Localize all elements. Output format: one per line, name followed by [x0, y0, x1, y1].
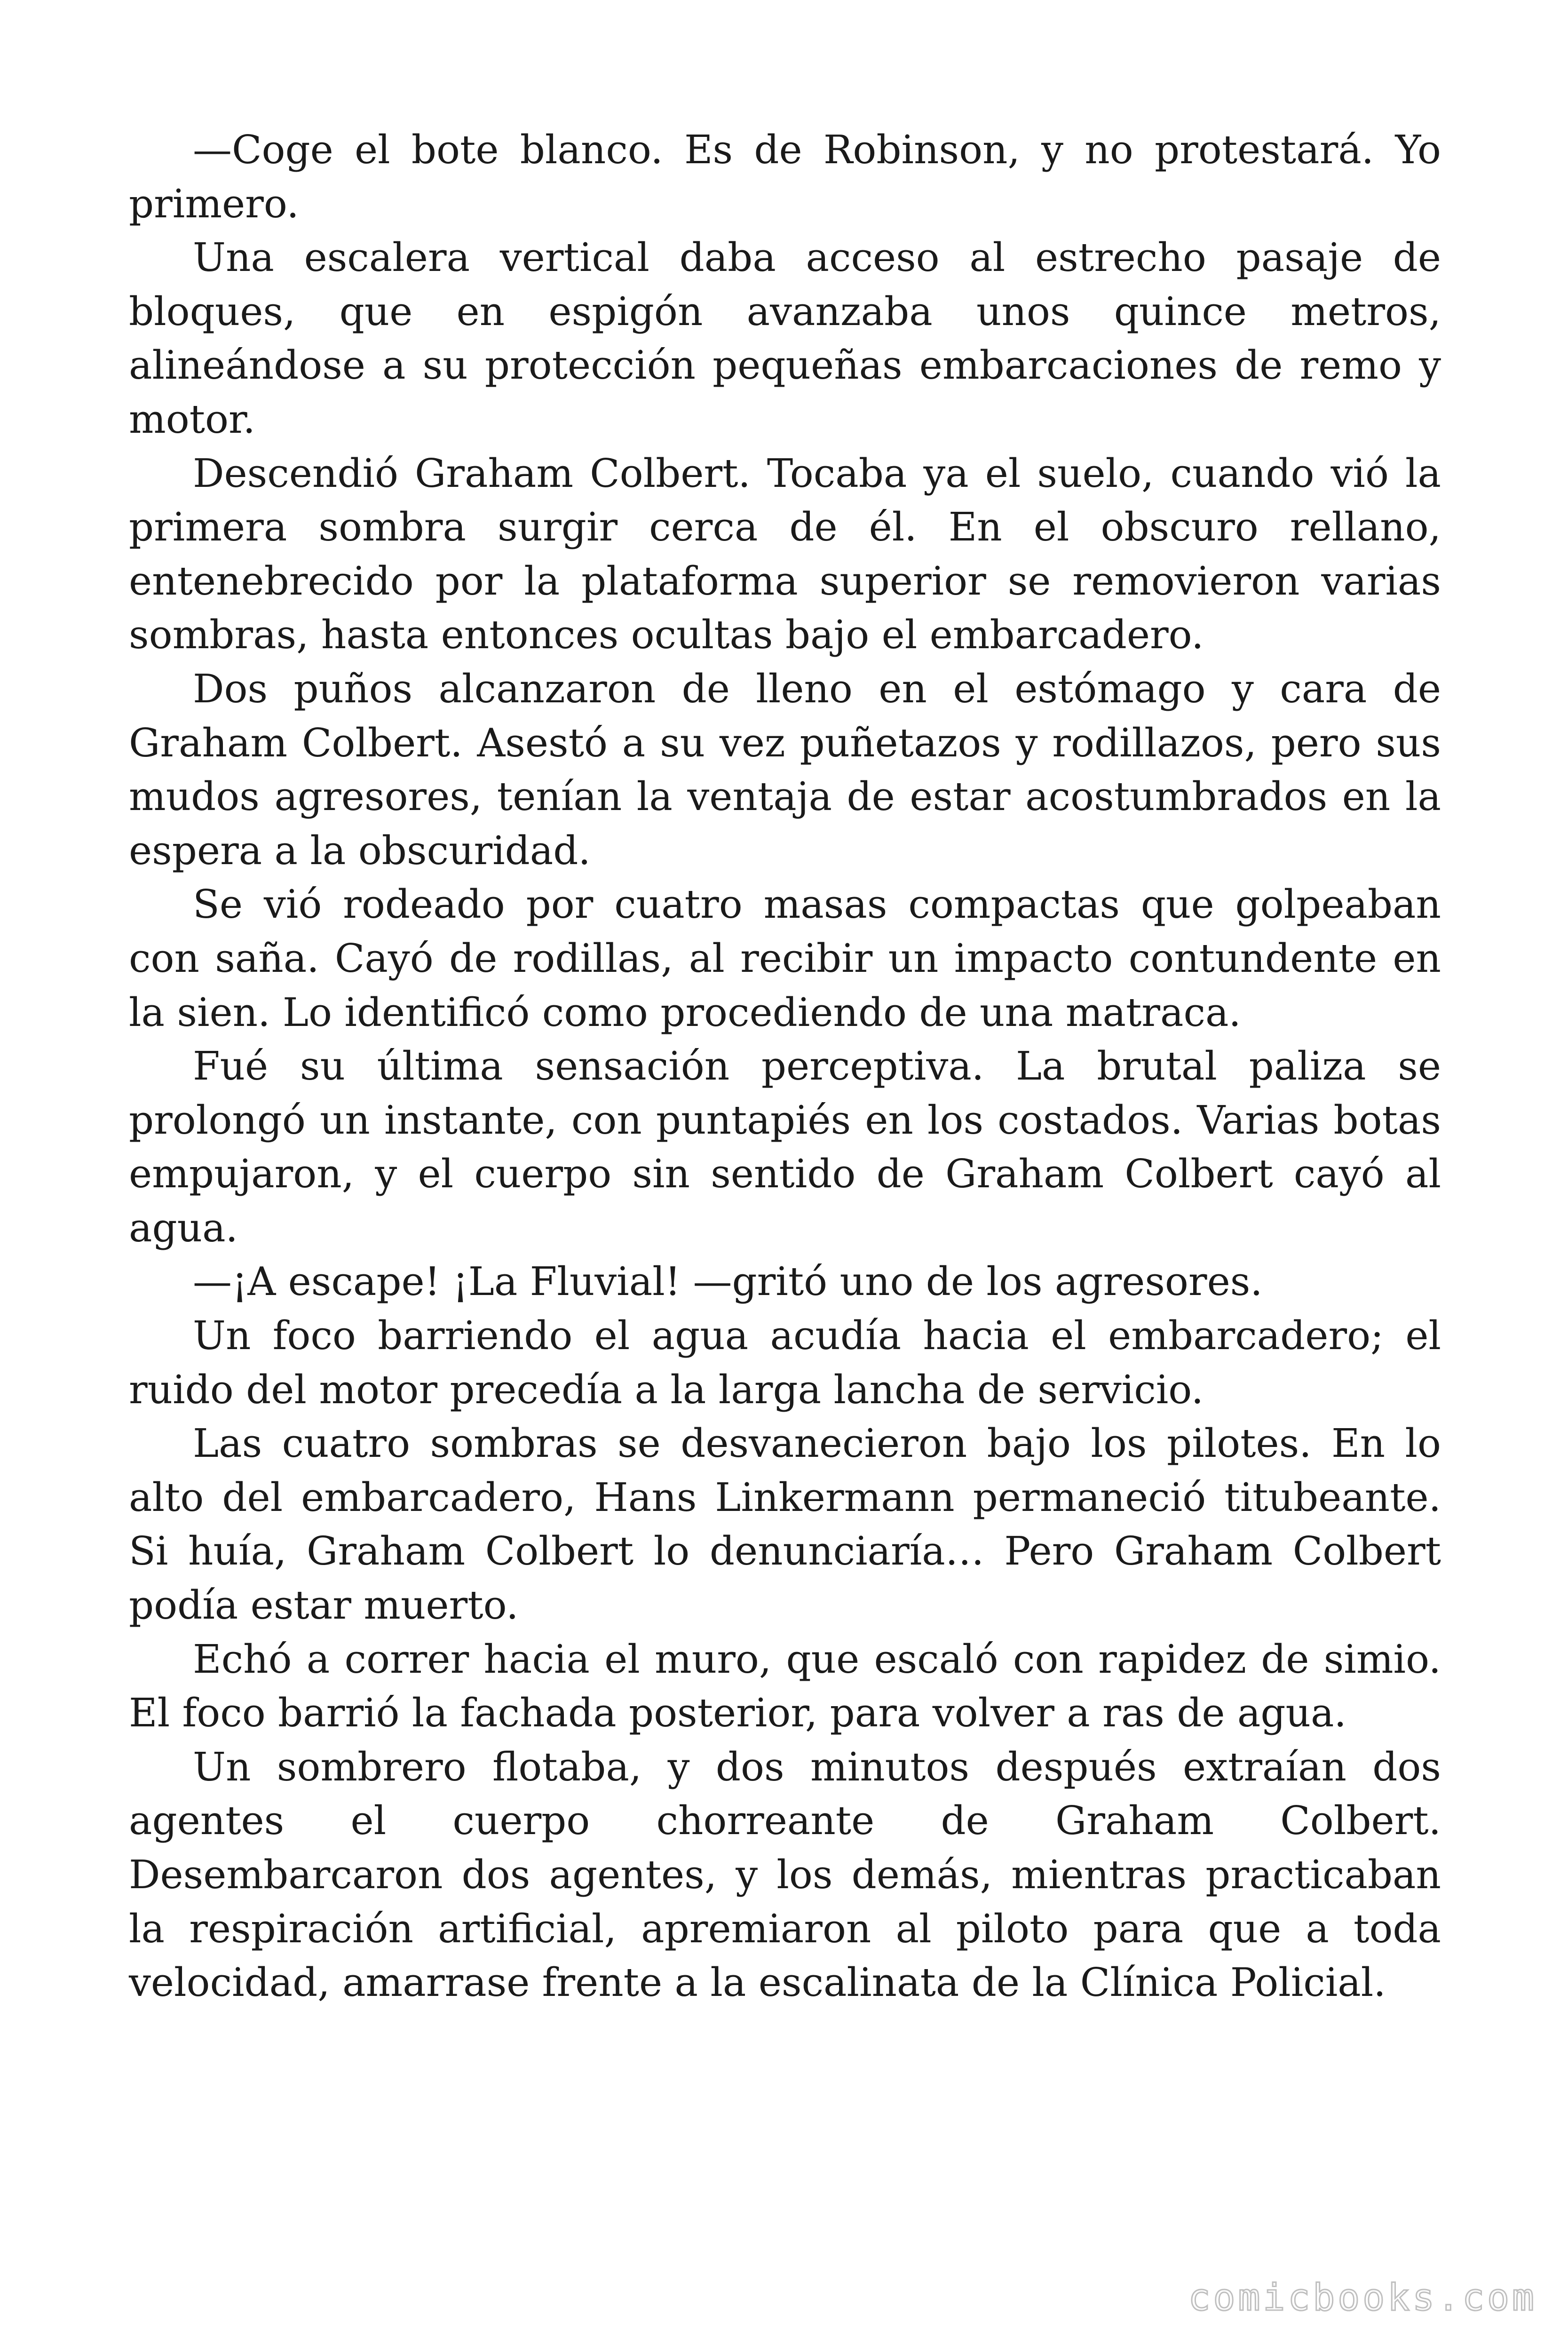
- paragraph: Fué su última sensación perceptiva. La brutal paliza se prolongó un instante, con puntapiés en los costados. Varias botas empujaron, y el cuerpo sin sentido de Graham Colbert cayó al agua.: [129, 1043, 1441, 1251]
- paragraph: Se vió rodeado por cuatro masas compactas que golpeaban con saña. Cayó de rodillas, al recibir un impacto contundente en la sien. Lo identificó como procediendo de una matraca.: [129, 882, 1441, 1035]
- paragraph: Descendió Graham Colbert. Tocaba ya el suelo, cuando vió la primera sombra surgir cerca de él. En el obscuro rellano, entenebrecido por la plataforma superior se removieron varias sombras, hasta entonces ocultas bajo el embarcadero.: [129, 450, 1441, 658]
- paragraph: Las cuatro sombras se desvanecieron bajo los pilotes. En lo alto del embarcadero, Hans Linkermann permaneció titubeante. Si huía, Graham Colbert lo denunciaría… Pero Graham Colbert podía estar muerto.: [129, 1421, 1441, 1629]
- paragraph: Un sombrero flotaba, y dos minutos después extraían dos agentes el cuerpo chorreante de Graham Colbert. Desembarcaron dos agentes, y los demás, mientras practicaban la respiración artificial, apremiaron al piloto para que a toda velocidad, amarrase frente a la escalinata de la Clínica Policial.: [129, 1744, 1441, 2006]
- paragraph: —¡A escape! ¡La Fluvial! —gritó uno de los agresores.: [193, 1259, 1263, 1305]
- watermark: comicbooks.com: [1188, 2277, 1537, 2319]
- paragraph: Una escalera vertical daba acceso al estrecho pasaje de bloques, que en espigón avanzaba unos quince metros, alineándose a su protección pequeñas embarcaciones de remo y motor.: [129, 235, 1441, 442]
- paragraph: Echó a correr hacia el muro, que escaló con rapidez de simio. El foco barrió la fachada posterior, para volver a ras de agua.: [129, 1636, 1441, 1736]
- paragraph: —Coge el bote blanco. Es de Robinson, y no protestará. Yo primero.: [129, 127, 1441, 227]
- paragraph: Un foco barriendo el agua acudía hacia el embarcadero; el ruido del motor precedía a la larga lancha de servicio.: [129, 1313, 1441, 1413]
- body-text: [129, 123, 1441, 2010]
- paragraph: Dos puños alcanzaron de lleno en el estómago y cara de Graham Colbert. Asestó a su vez puñetazos y rodillazos, pero sus mudos agresores, tenían la ventaja de estar acostumbrados en la espera a la obscuridad.: [129, 666, 1441, 874]
